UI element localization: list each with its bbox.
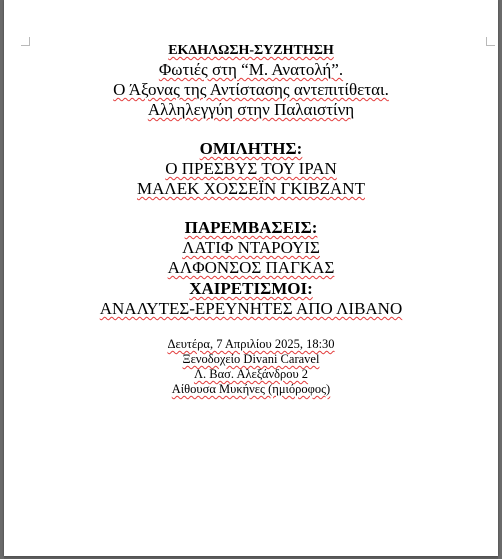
document-page[interactable] [4,0,498,556]
greetings-line-1: ΑΝΑΛΥΤΕΣ-ΕΡΕΥΝΗΤΕΣ ΑΠΟ ΛΙΒΑΝΟ [99,299,403,318]
speaker-line-2: ΜΑΛΕΚ ΧΟΣΣΕΪΝ ΓΚΙΒΖΑΝΤ [137,179,365,198]
event-type: ΕΚΔΗΛΩΣΗ-ΣΥΖΗΤΗΣΗ [168,43,334,58]
greetings-heading: ΧΑΙΡΕΤΙΣΜΟΙ: [189,279,313,298]
viewer-background-right [498,0,502,559]
subtitle-line-3: Αλληλεγγύη στην Παλαιστίνη [147,100,355,119]
interventions-heading: ΠΑΡΕΜΒΑΣΕΙΣ: [184,218,318,237]
speaker-line-1: Ο ΠΡΕΣΒΥΣ ΤΟΥ ΙΡΑΝ [165,159,337,178]
speakers-heading: ΟΜΙΛΗΤΗΣ: [199,139,303,158]
document-body [4,42,498,397]
intervention-line-1: ΛΑΤΙΦ ΝΤΑΡΟΥΙΣ [182,238,320,257]
event-venue: Ξενοδοχείο Divani Caravel [182,352,320,366]
subtitle-line-2: Ο Άξονας της Αντίστασης αντεπιτίθεται. [113,80,389,99]
intervention-line-2: ΑΛΦΟΝΣΟΣ ΠΑΓΚΑΣ [167,258,335,277]
event-datetime: Δευτέρα, 7 Απριλίου 2025, 18:30 [167,337,335,351]
event-hall: Αίθουσα Μυκήνες (ημιόροφος) [171,382,331,396]
event-address: Λ. Βασ. Αλεξάνδρου 2 [193,367,309,381]
subtitle-line-1: Φωτιές στη “Μ. Ανατολή”. [158,60,344,79]
